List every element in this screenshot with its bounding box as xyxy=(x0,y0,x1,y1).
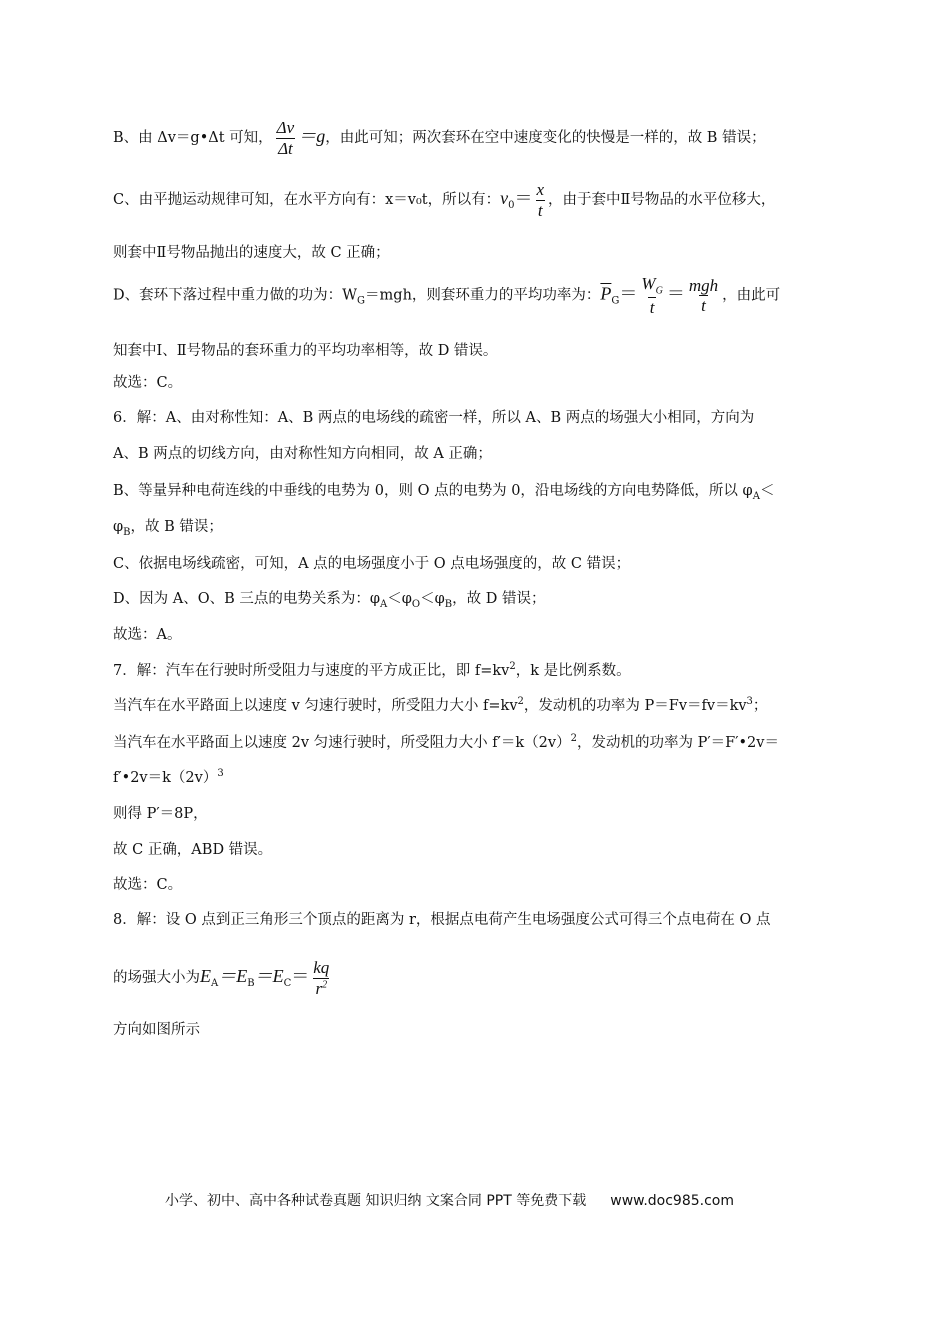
subscript: B xyxy=(123,526,131,538)
text: ＜φ xyxy=(420,591,445,607)
q6-line xyxy=(113,479,774,502)
fraction xyxy=(534,180,546,220)
subscript: O xyxy=(411,598,421,610)
text: B、由 Δv＝g•Δt 可知， xyxy=(113,130,273,147)
fraction xyxy=(311,958,331,998)
superscript: 3 xyxy=(217,768,224,780)
subscript: B xyxy=(247,977,255,989)
text: 当汽车在水平路面上以速度 v 匀速行驶时，所受阻力大小 f=kv xyxy=(113,698,518,714)
answer-line-c-cont: 则套中Ⅱ号物品抛出的速度大，故 C 正确； xyxy=(113,245,390,261)
q8-line: 方向如图所示 xyxy=(113,1022,200,1038)
numerator: x xyxy=(536,180,545,199)
numerator: mgh xyxy=(688,275,719,295)
subscript: G xyxy=(357,295,366,307)
answer-choice: 故选：C。 xyxy=(113,375,183,391)
superscript: 3 xyxy=(746,696,753,708)
footer-text: 小学、初中、高中各种试卷真题 知识归纳 文案合同 PPT 等免费下载 xyxy=(165,1193,587,1209)
q8-line: 8．解：设 O 点到正三角形三个顶点的距离为 r，根据点电荷产生电场强度公式可得三个点电荷在 O 点 xyxy=(113,912,771,928)
q6-line xyxy=(113,587,545,610)
answer-line-b xyxy=(113,118,766,158)
q7-line: 则得 P′＝8P， xyxy=(113,806,208,822)
superscript: 2 xyxy=(517,696,524,708)
text: D、因为 A、O、B 三点的电势关系为：φ xyxy=(113,591,381,607)
q6-line: 6．解：A、由对称性知：A、B 两点的电场线的疏密一样，所以 A、B 两点的场强大小相同，方向为 xyxy=(113,410,755,426)
q6-line: C、依据电场线疏密，可知，A 点的电场强度小于 O 点电场强度的，故 C 错误； xyxy=(113,556,631,572)
formula: ＝E xyxy=(218,966,248,987)
subscript: B xyxy=(444,598,453,610)
subscript: 0 xyxy=(508,199,515,211)
text: B、等量异种电荷连线的中垂线的电势为 0，则 O 点的电势为 0，沿电场线的方向电势降低，所以 φ xyxy=(113,483,753,499)
denominator: r xyxy=(315,978,323,998)
q7-line: 故 C 正确，ABD 错误。 xyxy=(113,842,273,858)
subscript: A xyxy=(211,977,219,989)
numerator: W xyxy=(641,274,656,293)
text: φ xyxy=(113,519,124,535)
text: ； xyxy=(752,698,768,714)
text: ，由此可 xyxy=(722,287,781,304)
superscript: 2 xyxy=(509,661,516,673)
subscript: C xyxy=(283,977,292,989)
superscript: 2 xyxy=(570,733,577,745)
q6-line: A、B 两点的切线方向，由对称性知方向相同，故 A 正确； xyxy=(113,446,492,462)
answer-choice: 故选：C。 xyxy=(113,877,183,893)
text: ，发动机的功率为 P＝Fv＝fv＝kv xyxy=(523,698,747,714)
q7-line xyxy=(113,731,779,752)
text: C、由平抛运动规律可知，在水平方向有：x＝v₀t，所以有： xyxy=(113,192,501,209)
q6-line xyxy=(113,515,223,538)
subscript: G xyxy=(611,295,620,307)
formula: ＝E xyxy=(254,966,284,987)
text: D、套环下落过程中重力做的功为：W xyxy=(113,287,358,304)
q8-line xyxy=(113,958,333,998)
answer-choice: 故选：A。 xyxy=(113,627,182,643)
denominator: t xyxy=(649,297,655,317)
numerator: kq xyxy=(313,958,330,977)
denominator: t xyxy=(701,296,706,316)
formula: E xyxy=(200,966,211,987)
page-footer xyxy=(165,1190,734,1210)
text: ，故 D 错误； xyxy=(452,591,546,607)
formula: ＝g xyxy=(298,126,326,147)
formula: $\overline{P}$ xyxy=(600,283,612,304)
subscript: G xyxy=(655,285,663,297)
q7-line xyxy=(113,766,224,787)
q7-line xyxy=(113,694,767,715)
fraction xyxy=(275,118,297,158)
numerator: Δv xyxy=(276,118,295,137)
formula: ＝ xyxy=(619,283,638,305)
text: 的场强大小为 xyxy=(113,970,200,987)
fraction xyxy=(639,274,664,317)
subscript: A xyxy=(380,598,388,610)
text: 7．解：汽车在行驶时所受阻力与速度的平方成正比，即 f=kv xyxy=(113,663,510,679)
text: 当汽车在水平路面上以速度 2v 匀速行驶时，所受阻力大小 f′＝k（2v） xyxy=(113,735,571,751)
text: ＜φ xyxy=(387,591,412,607)
formula: ＝ xyxy=(666,283,685,305)
text: ，发动机的功率为 P′＝F′•2v＝ xyxy=(576,735,779,751)
text: ，故 B 错误； xyxy=(130,519,223,535)
q7-line xyxy=(113,659,631,680)
answer-line-d xyxy=(113,274,780,317)
answer-line-d-cont: 知套中Ⅰ、Ⅱ号物品的套环重力的平均功率相等，故 D 错误。 xyxy=(113,343,498,359)
text: ＜ xyxy=(759,483,775,499)
formula: ＝ xyxy=(514,188,533,210)
text: f′•2v＝k（2v） xyxy=(113,770,218,786)
text: ，由此可知；两次套环在空中速度变化的快慢是一样的，故 B 错误； xyxy=(325,130,766,147)
superscript: 2 xyxy=(322,978,328,990)
text: ＝mgh，则套环重力的平均功率为： xyxy=(365,287,601,304)
fraction xyxy=(687,276,720,316)
answer-line-c xyxy=(113,180,775,220)
formula: ＝ xyxy=(291,966,310,988)
denominator: Δt xyxy=(278,138,293,158)
footer-link[interactable]: www.doc985.com xyxy=(610,1193,734,1209)
denominator: t xyxy=(537,200,543,220)
text: ，k 是比例系数。 xyxy=(515,663,631,679)
formula: v xyxy=(500,188,509,209)
subscript: A xyxy=(752,490,760,502)
text: ，由于套中Ⅱ号物品的水平位移大， xyxy=(548,192,776,209)
